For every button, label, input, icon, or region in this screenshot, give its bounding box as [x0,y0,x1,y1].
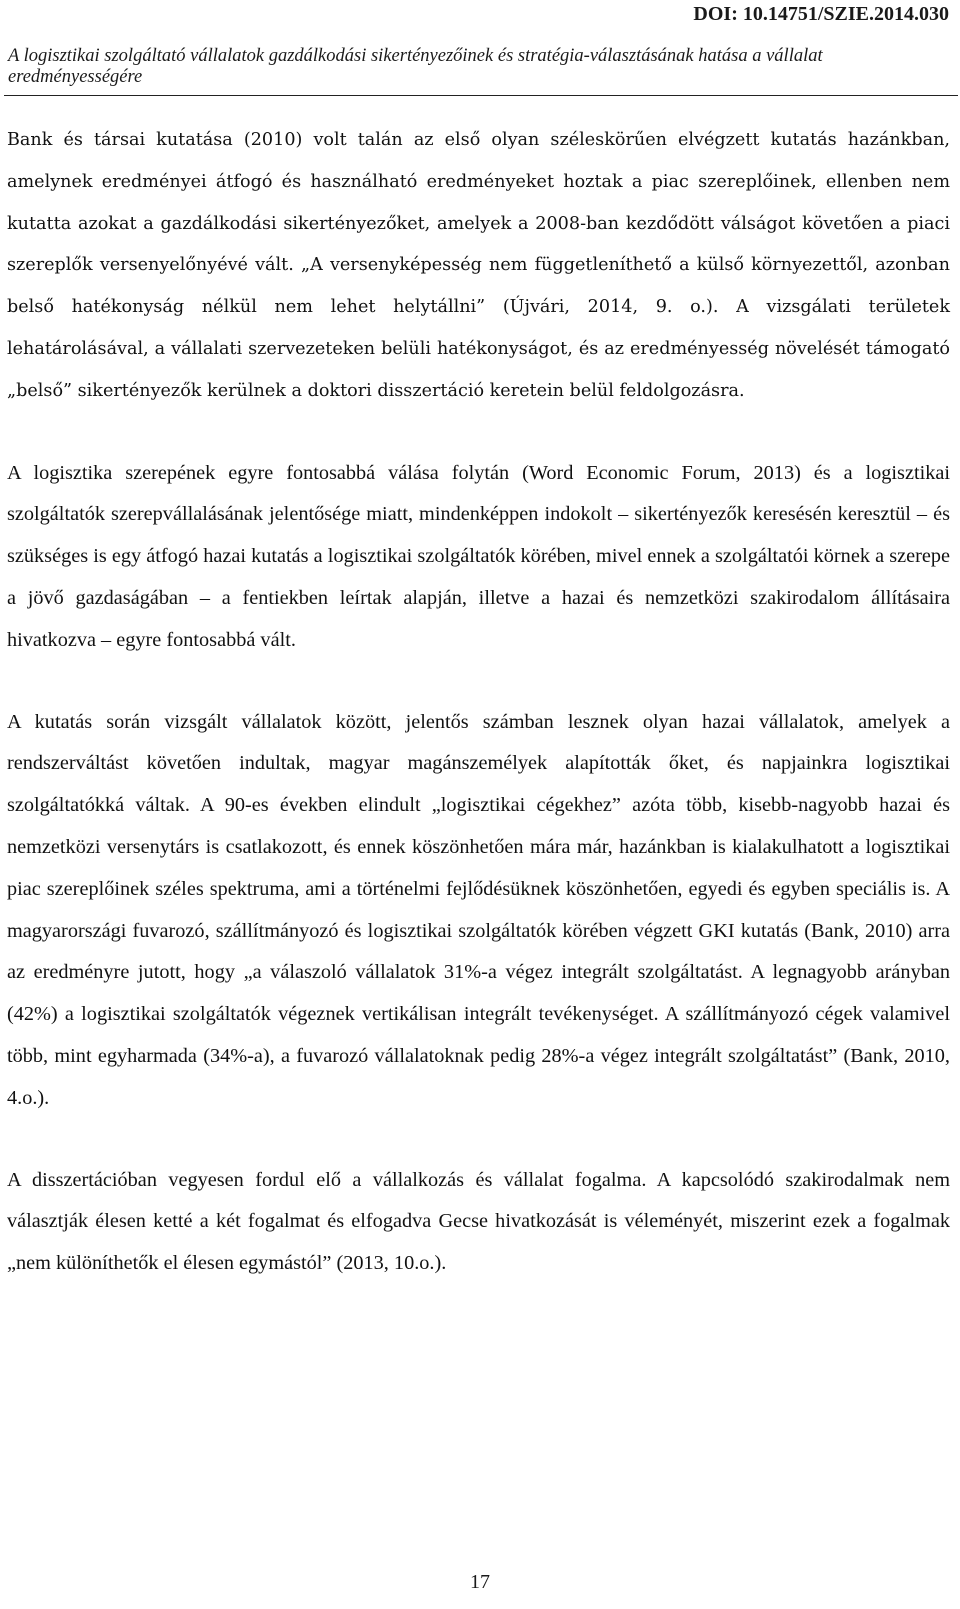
paragraph-2: A logisztika szerepének egyre fontosabbá válása folytán (Word Economic Forum, 2013) és a logisztikai szolgáltatók szerepvállalásának jelentősége miatt, mindenképpen indokolt – sikertényezők keresésén keresztül – és szükséges is egy átfogó hazai kutatás a logisztikai szolgáltatók körében, mivel ennek a szolgáltatói körnek a szerepe a jövő gazdaságában – a fentiekben leírtak alapján, illetve a hazai és nemzetközi szakirodalom állításaira hivatkozva – egyre fontosabbá vált. [7,461,950,651]
header-divider [4,95,958,96]
paragraph-spacer [7,662,950,702]
body-text [7,120,950,1285]
header-running-title: A logisztikai szolgáltató vállalatok gazdálkodási sikertényezőinek és stratégia-választásának hatása a vállalat eredményességére [8,46,823,87]
paragraph-4: A disszertációban vegyesen fordul elő a vállalkozás és vállalat fogalma. A kapcsolódó szakirodalmak nem választják élesen ketté a két fogalmat és elfogadva Gecse hivatkozását is véleményét, miszerint ezek a fogalmak „nem különíthetők el élesen egymástól” (2013, 10.o.). [7,1168,950,1275]
header-doi: DOI: 10.14751/SZIE.2014.030 [693,3,949,25]
paragraph-spacer [7,1120,950,1160]
paragraph-3: A kutatás során vizsgált vállalatok között, jelentős számban lesznek olyan hazai vállalatok, amelyek a rendszerváltást követően indultak, magyar magánszemélyek alapították őket, és napjainkra logisztikai szolgáltatókká váltak. A 90-es években elindult „logisztikai cégekhez” azóta több, kisebb-nagyobb hazai és nemzetközi versenytárs is csatlakozott, és ennek köszönhetően mára már, hazánkban is kialakulhatott a logisztikai piac szereplőinek széles spektruma, ami a történelmi fejlődésüknek köszönhetően, egyedi és egyben speciális is. A magyarországi fuvarozó, szállítmányozó és logisztikai szolgáltatók körében végzett GKI kutatás (Bank, 2010) arra az eredményre jutott, hogy „a válaszoló vállalatok 31%-a végez integrált szolgáltatást. A legnagyobb arányban (42%) a logisztikai szolgáltatók végeznek vertikálisan integrált tevékenységet. A szállítmányozó cégek valamivel több, mint egyharmada (34%-a), a fuvarozó vállalatoknak pedig 28%-a végez integrált szolgáltatást” (Bank, 2010, 4.o.). [7,710,950,1109]
page-number: 17 [470,1571,490,1593]
paragraph-spacer [7,413,950,453]
paragraph-1: Bank és társai kutatása (2010) volt talán az első olyan széleskörűen elvégzett kutatás hazánkban, amelynek eredményei átfogó és használható eredményeket hoztak a piac szereplőinek, ellenben nem kutatta azokat a gazdálkodási sikertényezőket, amelyek a 2008-ban kezdődött válságot követően a piaci szereplők versenyelőnyévé vált. „A versenyképesség nem függetleníthető a külső környezettől, azonban belső hatékonyság nélkül nem lehet helytállni” (Újvári, 2014, 9. o.). A vizsgálati területek lehatárolásával, a vállalati szervezeteken belüli hatékonyságot, és az eredményesség növelését támogató „belső” sikertényezők kerülnek a doktori disszertáció keretein belül feldolgozásra. [7,130,950,401]
